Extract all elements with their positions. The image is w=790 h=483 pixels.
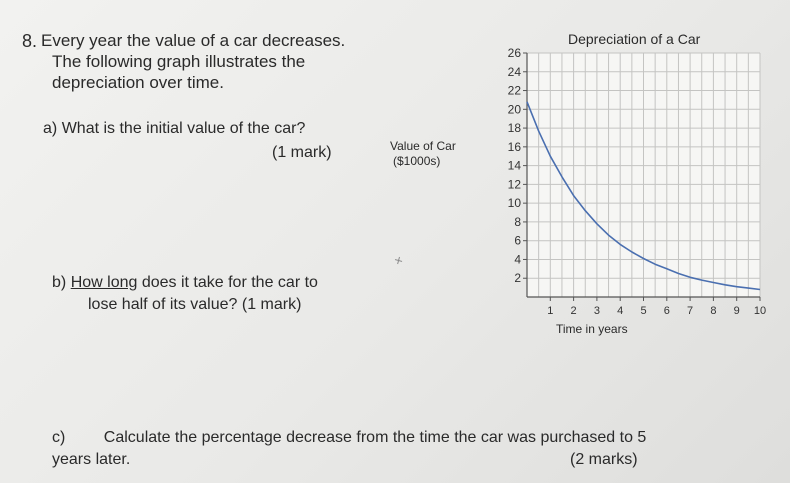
part-b-label: b) [52,274,67,291]
question-text-line-3: depreciation over time. [52,73,224,92]
part-b-underlined-text: How long [70,274,138,291]
y-tick-label: 12 [507,177,521,192]
part-a-text: What is the initial value of the car? [61,120,306,137]
y-tick-label: 24 [507,64,521,79]
x-tick-label: 10 [753,305,767,317]
y-tick-label: 4 [514,252,521,267]
y-tick-label: 6 [514,233,521,248]
x-tick-label: 9 [733,305,740,317]
x-tick-label: 3 [593,305,600,317]
x-tick-label: 1 [547,305,554,317]
part-b-text: does it take for the car to [137,274,318,291]
part-a-marks: (1 mark) [272,144,332,161]
x-tick-label: 4 [617,305,624,317]
part-a-label: a) [43,120,58,137]
chart-grid [527,53,760,297]
question-text-line-1: Every year the value of a car decreases. [41,31,346,50]
y-tick-label: 20 [507,102,521,117]
y-tick-label: 18 [507,121,521,136]
y-tick-label: 14 [507,158,521,173]
y-axis-title-line-2: ($1000s) [393,154,441,168]
x-tick-label: 5 [640,305,647,317]
x-axis-title: Time in years [556,322,628,336]
question-number: 8. [22,31,38,51]
part-b-question-line-2: lose half of its value? (1 mark) [88,296,302,313]
part-c-text: Calculate the percentage decrease from the time the car was purchased to 5 [103,429,647,446]
x-tick-label: 2 [570,305,577,317]
part-c-label: c) [52,429,66,446]
y-tick-label: 10 [507,196,521,211]
y-tick-label: 26 [507,46,521,60]
part-c-marks: (2 marks) [570,451,638,468]
y-tick-label: 2 [514,271,521,286]
y-axis-title-line-1: Value of Car [390,139,456,153]
x-tick-label: 6 [663,305,670,317]
y-tick-label: 16 [507,139,521,154]
question-text-line-2: The following graph illustrates the [52,52,306,71]
x-tick-label: 7 [687,305,694,317]
part-c-question-line-2: years later. [52,451,131,468]
pencil-scribble-icon: ✕ [392,254,406,269]
y-tick-label: 22 [507,83,521,98]
chart-title: Depreciation of a Car [568,31,701,47]
y-tick-label: 8 [514,214,521,229]
x-tick-label: 8 [710,305,717,317]
